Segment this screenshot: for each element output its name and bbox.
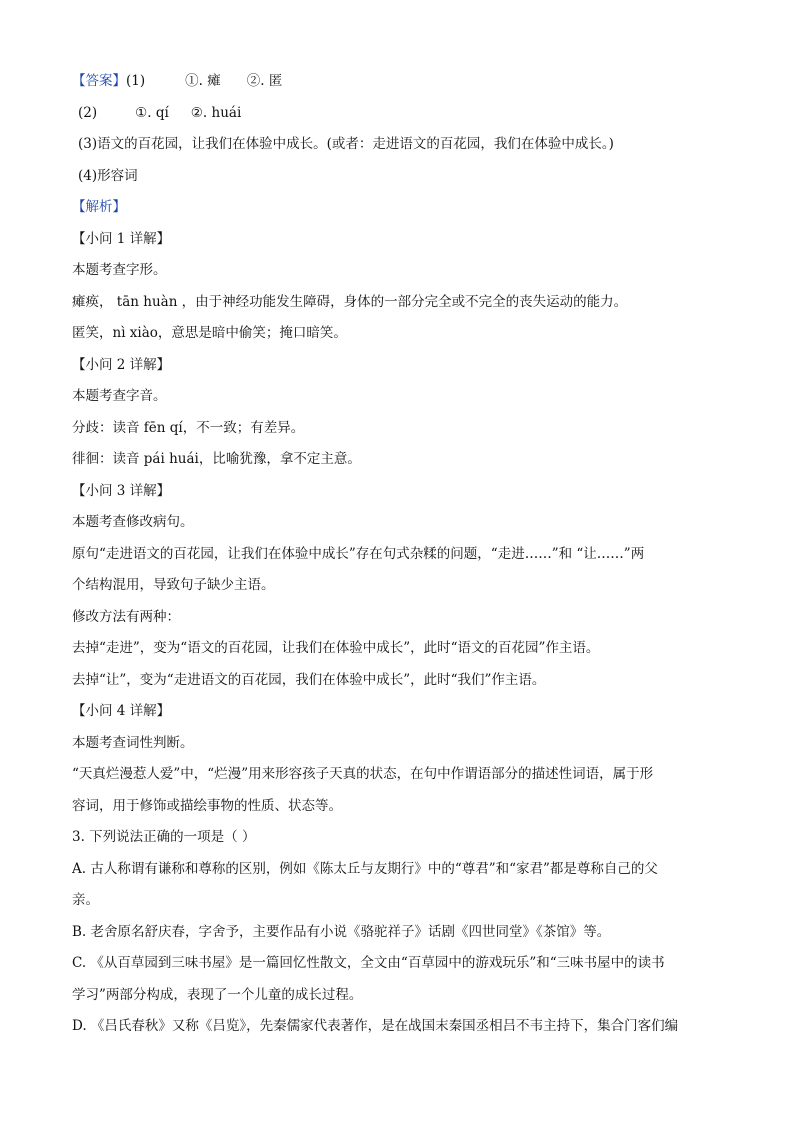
section-1-line-1: 本题考查字形。 <box>72 262 167 278</box>
question-3-option-a: A. 古人称谓有谦称和尊称的区别，例如《陈太丘与友期行》中的“尊君”和“家君”都是尊称自己的父 <box>72 860 658 877</box>
answer-q1-opt1-num: ①. <box>185 73 203 89</box>
section-2-line-2: 分歧：读音 fēn qí，不一致；有差异。 <box>72 419 305 436</box>
answer-line-1 <box>72 66 722 98</box>
answer-line-4: (4)形容词 <box>78 167 138 184</box>
answer-q2-opt1-val: qí <box>155 104 169 121</box>
section-3-line-3: 个结构混用，导致句子缺少主语。 <box>72 577 275 593</box>
answer-line-3: (3)语文的百花园，让我们在体验中成长。(或者：走进语文的百花园，我们在体验中成长。) <box>78 136 614 152</box>
answer-tag: 【答案】 <box>72 73 126 89</box>
answer-q1-opt2-val: 匿 <box>268 73 283 89</box>
section-3-line-4: 修改方法有两种： <box>72 608 180 625</box>
section-1-heading: 【小问 1 详解】 <box>72 230 171 247</box>
answer-q1-opt2-num: ②. <box>246 73 265 89</box>
section-1-line-3: 匿笑，nì xiào，意思是暗中偷笑；掩口暗笑。 <box>72 325 347 341</box>
section-2-line-3: 徘徊：读音 pái huái，比喻犹豫，拿不定主意。 <box>72 451 361 467</box>
analysis-tag: 【解析】 <box>72 199 126 215</box>
section-1-line-2: 瘫痪， tān huàn ，由于神经功能发生障碍，身体的一部分完全或不完全的丧失运动的能力。 <box>72 293 628 310</box>
question-3-stem: 3. 下列说法正确的一项是（ ） <box>72 829 256 845</box>
answer-q2-prefix: (2) <box>78 104 98 121</box>
question-3-option-d: D. 《吕氏春秋》又称《吕览》，先秦儒家代表著作，是在战国末秦国丞相吕不韦主持下，集合门客们编 <box>72 1018 679 1034</box>
question-3-option-c: C. 《从百草园到三味书屋》是一篇回忆性散文，全文由“百草园中的游戏玩乐”和“三味书屋中的读书 <box>72 955 665 971</box>
answer-q2-opt2-val: huái <box>211 104 242 121</box>
answer-q2-opt1-num: ①. <box>135 104 152 121</box>
section-2-line-1: 本题考查字音。 <box>72 388 167 404</box>
question-3-option-a-cont: 亲。 <box>72 892 99 908</box>
answer-q1-opt1-val: 瘫 <box>207 73 221 89</box>
question-3-option-c-cont: 学习”两部分构成，表现了一个儿童的成长过程。 <box>72 986 363 1003</box>
section-3-line-6: 去掉“让”，变为“走进语文的百花园，我们在体验中成长”，此时“我们”作主语。 <box>72 671 546 688</box>
question-3-option-b: B. 老舍原名舒庆春，字舍予，主要作品有小说《骆驼祥子》话剧《四世同堂》《茶馆》等。 <box>72 923 611 940</box>
section-3-line-1: 本题考查修改病句。 <box>72 514 194 530</box>
section-3-line-2: 原句“走进语文的百花园，让我们在体验中成长”存在句式杂糅的问题，“走进……”和 “让……”两 <box>72 545 645 562</box>
section-4-line-1: 本题考查词性判断。 <box>72 734 194 751</box>
section-4-heading: 【小问 4 详解】 <box>72 703 171 719</box>
answer-line-2 <box>72 98 722 130</box>
section-3-line-5: 去掉“走进”，变为“语文的百花园，让我们在体验中成长”，此时“语文的百花园”作主语。 <box>72 640 600 656</box>
section-4-line-2: “天真烂漫惹人爱”中，“烂漫”用来形容孩子天真的状态，在句中作谓语部分的描述性词语，属于形 <box>72 766 654 782</box>
section-2-heading: 【小问 2 详解】 <box>72 356 171 373</box>
answer-q1-prefix: (1) <box>126 73 146 89</box>
answer-q2-opt2-num: ②. <box>190 104 208 121</box>
section-3-heading: 【小问 3 详解】 <box>72 482 171 499</box>
section-4-line-3: 容词，用于修饰或描绘事物的性质、状态等。 <box>72 797 342 814</box>
